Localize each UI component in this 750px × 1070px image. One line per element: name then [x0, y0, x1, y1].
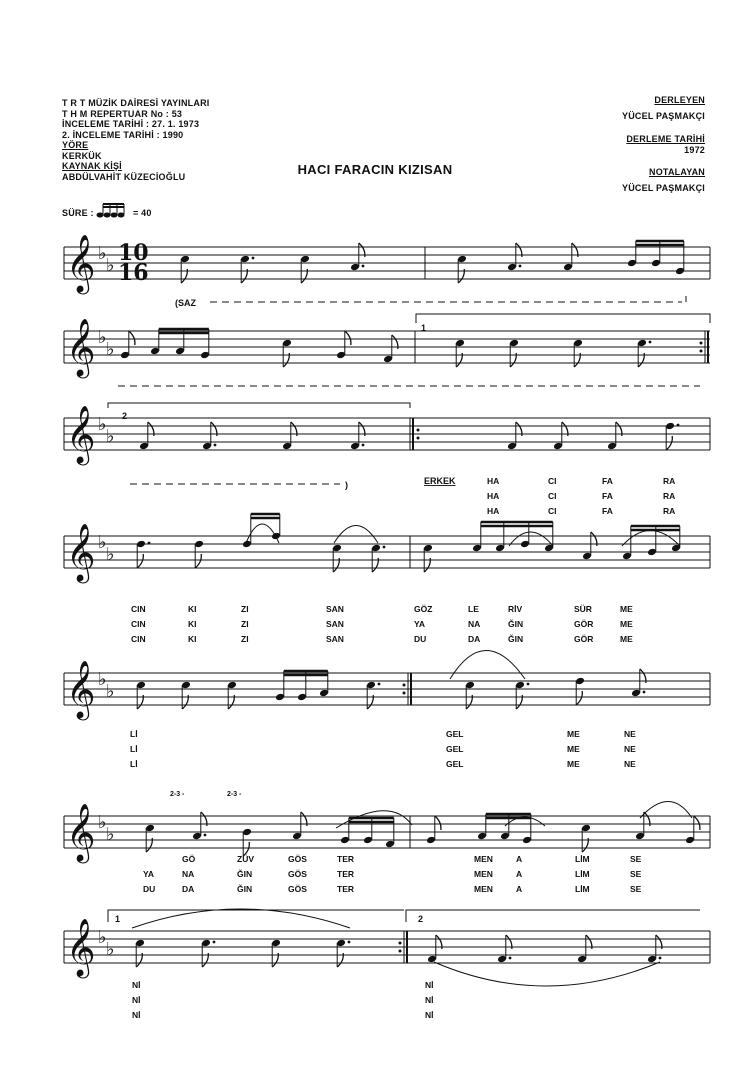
source-label: KAYNAK KİŞİ: [62, 161, 122, 171]
repeat-dot: [403, 692, 406, 695]
collect-date-label: DERLEME TARİHİ: [626, 134, 705, 144]
flat-icon: ♭: [106, 255, 115, 276]
treble-clef-icon: 𝄞: [66, 523, 96, 581]
lyric-syllable: DA: [182, 884, 195, 894]
note-dot: [362, 444, 365, 447]
flat-icon: ♭: [98, 812, 107, 833]
note-dot: [649, 341, 652, 344]
lyric-syllable: FA: [602, 476, 613, 486]
note-flag: [129, 331, 135, 345]
note-flag: [435, 816, 441, 830]
instrument-end: ): [345, 480, 348, 490]
lyric-syllable: RA: [663, 476, 676, 486]
flat-icon: ♭: [98, 532, 107, 553]
region-label: YÖRE: [62, 140, 89, 150]
staff: [64, 918, 710, 979]
repeat-dot: [403, 684, 406, 687]
lyric-syllable: ME: [620, 634, 633, 644]
lyric-syllable: CIN: [131, 634, 146, 644]
song-title: HACI FARACIN KIZISAN: [297, 162, 453, 177]
note-flag: [345, 331, 351, 345]
time-signature-top: 10: [118, 240, 149, 266]
lyric-syllable: Nİ: [425, 1010, 434, 1020]
note-dot: [383, 546, 386, 549]
lyric-syllable: GÖS: [288, 869, 307, 879]
duration-label: SÜRE :: [62, 208, 94, 218]
note-dot: [659, 957, 662, 960]
ornament-label-b: 2-3 -: [227, 791, 242, 798]
note-dot: [362, 265, 365, 268]
volta-1-bracket: [416, 314, 710, 323]
lyric-syllable: A: [516, 884, 523, 894]
note-dot: [148, 542, 151, 545]
lyric-syllable: NA: [182, 869, 195, 879]
note-flag: [137, 554, 143, 568]
lyric-syllable: SE: [630, 869, 642, 879]
note: [575, 677, 585, 705]
flat-icon: ♭: [106, 939, 115, 960]
note: [194, 540, 204, 568]
source-person: ABDÜLVAHİT KÜZECİOĞLU: [62, 171, 186, 182]
lyric-syllable: CI: [548, 491, 557, 501]
lyric-syllable: SAN: [326, 604, 344, 614]
flat-icon: ♭: [106, 426, 115, 447]
flat-icon: ♭: [98, 414, 107, 435]
region: KERKÜK: [62, 150, 102, 161]
lyric-syllable: ĞIN: [508, 634, 524, 644]
time-signature-bottom: 16: [118, 260, 149, 286]
flat-icon: ♭: [106, 544, 115, 565]
treble-clef-icon: 𝄞: [66, 234, 96, 292]
treble-clef-icon: 𝄞: [66, 803, 96, 861]
lyric-syllable: GÖR: [574, 619, 594, 629]
lyric-syllable: CIN: [131, 619, 146, 629]
duration-notes-icon: [97, 204, 124, 217]
lyric-syllable: SÜR: [574, 604, 592, 614]
lyric-syllable: ME: [567, 729, 580, 739]
lyric-syllable: DA: [468, 634, 481, 644]
lyric-syllable: ME: [620, 604, 633, 614]
lyric-syllable: LE: [468, 604, 479, 614]
beamed-notes: [340, 818, 395, 848]
lyric-syllable: ME: [567, 744, 580, 754]
note-dot: [519, 265, 522, 268]
lyric-syllable: ME: [567, 759, 580, 769]
lyric-syllable: LİM: [575, 869, 590, 879]
lyric-syllable: Nİ: [132, 1010, 141, 1020]
lyric-syllable: HA: [487, 476, 500, 486]
ornament-label: 2-3 -: [170, 791, 185, 798]
lyric-syllable: Nİ: [132, 980, 141, 990]
beamed-notes: [622, 526, 681, 560]
volta-1-label-b: 1: [115, 914, 121, 924]
lyric-syllable: KI: [188, 604, 197, 614]
lyric-syllable: A: [516, 869, 523, 879]
note: [665, 422, 679, 450]
note-dot: [348, 941, 351, 944]
lyric-syllable: TER: [337, 869, 354, 879]
staff: [64, 405, 710, 466]
lyric-syllable: SE: [630, 854, 642, 864]
lyric-syllable: TER: [337, 884, 354, 894]
lyric-syllable: SAN: [326, 634, 344, 644]
lyric-syllable: GÖS: [288, 854, 307, 864]
note-dot: [643, 691, 646, 694]
voice-label: ERKEK: [424, 476, 456, 486]
lyric-syllable: MEN: [474, 869, 493, 879]
lyric-syllable: LİM: [575, 854, 590, 864]
lyric-syllable: MEN: [474, 884, 493, 894]
lyric-syllable: DU: [414, 634, 427, 644]
note: [136, 540, 150, 568]
publisher: T R T MÜZİK DAİRESİ YAYINLARI: [62, 98, 210, 108]
lyric-syllable: GÖR: [574, 634, 594, 644]
flat-icon: ♭: [98, 927, 107, 948]
lyric-syllable: NE: [624, 744, 636, 754]
lyric-syllable: NE: [624, 729, 636, 739]
collect-date: 1972: [684, 144, 705, 155]
staff: [64, 803, 710, 864]
lyric-syllable: KI: [188, 634, 197, 644]
note-dot: [213, 941, 216, 944]
lyric-syllable: LİM: [575, 884, 590, 894]
lyric-syllable: CI: [548, 476, 557, 486]
collector-label: DERLEYEN: [654, 95, 705, 105]
beamed-notes: [242, 514, 281, 548]
lyric-syllable: ME: [620, 619, 633, 629]
lyric-syllable: ĞIN: [237, 869, 253, 879]
lyric-syllable: NA: [468, 619, 481, 629]
staff: [64, 660, 710, 721]
notation-label: NOTALAYAN: [649, 167, 705, 177]
lyric-syllable: SE: [630, 884, 642, 894]
treble-clef-icon: 𝄞: [66, 318, 96, 376]
repertoire-number: T H M REPERTUAR No : 53: [62, 108, 183, 119]
beamed-notes: [627, 241, 685, 275]
lyric-syllable: ĞIN: [237, 884, 253, 894]
lyric-syllable: HA: [487, 506, 500, 516]
lyric-syllable: CI: [548, 506, 557, 516]
flat-icon: ♭: [106, 824, 115, 845]
volta-1-label: 1: [421, 323, 427, 333]
lyric-syllable: FA: [602, 491, 613, 501]
lyric-syllable: SAN: [326, 619, 344, 629]
lyric-syllable: GEL: [446, 759, 464, 769]
staff: [64, 318, 710, 379]
treble-clef-icon: 𝄞: [66, 660, 96, 718]
lyric-syllable: RA: [663, 491, 676, 501]
lyric-syllable: Nİ: [132, 995, 141, 1005]
repeat-dot: [417, 437, 420, 440]
lyric-syllable: Nİ: [425, 995, 434, 1005]
lyric-syllable: Nİ: [425, 980, 434, 990]
flat-icon: ♭: [98, 243, 107, 264]
note-dot: [527, 683, 530, 686]
lyric-syllable: ZI: [241, 604, 249, 614]
lyric-syllable: FA: [602, 506, 613, 516]
volta-2-label: 2: [122, 411, 128, 421]
lyric-syllable: Lİ: [130, 744, 138, 754]
lyric-syllable: Lİ: [130, 759, 138, 769]
lyric-syllable: GÖ: [182, 854, 196, 864]
lyric-syllable: KI: [188, 619, 197, 629]
note-flag: [694, 816, 700, 830]
lyric-syllable: ZÜV: [237, 854, 254, 864]
repeat-dot: [700, 342, 703, 345]
staff: [64, 234, 710, 295]
note: [242, 828, 252, 856]
flat-icon: ♭: [106, 339, 115, 360]
collector: YÜCEL PAŞMAKÇI: [622, 110, 705, 121]
note-dot: [252, 257, 255, 260]
duration-value: = 40: [133, 208, 152, 218]
review-date-2: 2. İNCELEME TARİHİ : 1990: [62, 129, 184, 140]
lyric-syllable: ĞIN: [508, 619, 524, 629]
note-dot: [204, 834, 207, 837]
lyric-syllable: Lİ: [130, 729, 138, 739]
lyric-syllable: YA: [414, 619, 426, 629]
lyric-syllable: GÖS: [288, 884, 307, 894]
note-dot: [214, 444, 217, 447]
volta-2-label-b: 2: [418, 914, 424, 924]
lyric-syllable: ZI: [241, 634, 249, 644]
flat-icon: ♭: [98, 327, 107, 348]
flat-icon: ♭: [98, 669, 107, 690]
flat-icon: ♭: [106, 681, 115, 702]
repeat-dot: [399, 950, 402, 953]
note-dot: [677, 424, 680, 427]
lyric-syllable: CIN: [131, 604, 146, 614]
beamed-notes: [472, 522, 554, 552]
lyric-syllable: YA: [143, 869, 155, 879]
lyric-syllable: GEL: [446, 729, 464, 739]
treble-clef-icon: 𝄞: [66, 918, 96, 976]
lyric-syllable: DU: [143, 884, 156, 894]
lyric-syllable: TER: [337, 854, 354, 864]
note-dot: [509, 957, 512, 960]
lyric-syllable: A: [516, 854, 523, 864]
staff: [64, 523, 710, 584]
repeat-dot: [399, 942, 402, 945]
lyric-syllable: GÖZ: [414, 604, 433, 614]
lyric-syllable: GEL: [446, 744, 464, 754]
note-flag: [666, 436, 672, 450]
treble-clef-icon: 𝄞: [66, 405, 96, 463]
lyric-syllable: HA: [487, 491, 500, 501]
review-date: İNCELEME TARİHİ : 27. 1. 1973: [62, 119, 200, 129]
note-flag: [576, 691, 582, 705]
lyric-syllable: RİV: [508, 604, 523, 614]
instrument-label: (SAZ: [175, 298, 196, 308]
notation-by: YÜCEL PAŞMAKÇI: [622, 182, 705, 193]
lyric-syllable: ZI: [241, 619, 249, 629]
lyric-syllable: MEN: [474, 854, 493, 864]
repeat-dot: [417, 429, 420, 432]
repeat-dot: [700, 350, 703, 353]
note-flag: [195, 554, 201, 568]
volta-2-bracket: [108, 403, 410, 408]
note-dot: [378, 683, 381, 686]
lyric-syllable: RA: [663, 506, 676, 516]
lyric-syllable: NE: [624, 759, 636, 769]
